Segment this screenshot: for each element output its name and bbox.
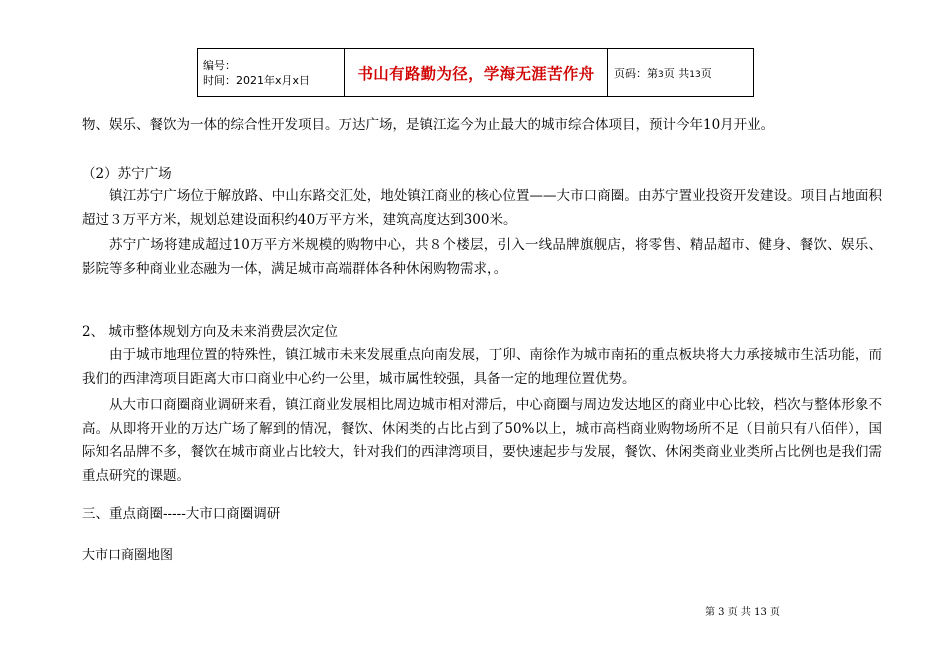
paragraph-city-location: 由于城市地理位置的特殊性，镇江城市未来发展重点向南发展，丁卯、南徐作为城市南拓的重点板块将大力承接城市生活功能，而我们的西津湾项目距离大市口商业中心约一公里，城市属性较强，具备一定的地理位置优势。 — [82, 347, 882, 387]
page-footer: 第 3 页 共 13 页 — [705, 607, 780, 618]
time-label: 时间：2021年x月x日 — [203, 73, 311, 87]
section-title-suning: （2）苏宁广场 — [82, 166, 172, 182]
heading-city-planning: 2、 城市整体规划方向及未来消费层次定位 — [82, 324, 338, 340]
body-line-1: 物、娱乐、餐饮为一体的综合性开发项目。万达广场，是镇江迄今为止最大的城市综合体项目，预计今年10月开业。 — [82, 117, 775, 133]
heading-key-district: 三、重点商圈-----大市口商圈调研 — [82, 506, 281, 522]
page-end: 页 — [700, 66, 712, 80]
map-caption: 大市口商圈地图 — [82, 548, 174, 563]
page-current: 3 — [658, 69, 664, 80]
header-left-cell — [198, 49, 345, 97]
number-label: 编号： — [203, 58, 236, 72]
page-total: 13 — [689, 69, 701, 80]
page-mid: 页 共 — [663, 66, 690, 80]
page-label: 页码：第 — [614, 66, 658, 80]
motto: 书山有路勤为径，学海无涯苦作舟 — [345, 49, 608, 97]
header-table — [197, 48, 754, 97]
page-indicator — [608, 49, 754, 97]
paragraph-commercial-research: 从大市口商圈商业调研来看，镇江商业发展相比周边城市相对滞后，中心商圈与周边发达地区的商业中心比较，档次与整体形象不高。从即将开业的万达广场了解到的情况，餐饮、休闲类的占比占到了50%以上，城市高档商业购物场所不足（目前只有八佰伴），国际知名品牌不多，餐饮在城市商业占比较大，针对我们的西津湾项目，要快速起步与发展，餐饮、休闲类商业业类所占比例也是我们需重点研究的课题。 — [82, 397, 882, 484]
paragraph-suning-mall: 苏宁广场将建成超过10万平方米规模的购物中心，共８个楼层，引入一线品牌旗舰店，将零售、精品超市、健身、餐饮、娱乐、影院等多种商业业态融为一体，满足城市高端群体各种休闲购物需求，。 — [82, 237, 882, 277]
paragraph-suning-location: 镇江苏宁广场位于解放路、中山东路交汇处，地处镇江商业的核心位置——大市口商圈。由苏宁置业投资开发建设。项目占地面积超过３万平方米，规划总建设面积约40万平方米，建筑高度达到300米。 — [82, 188, 882, 228]
